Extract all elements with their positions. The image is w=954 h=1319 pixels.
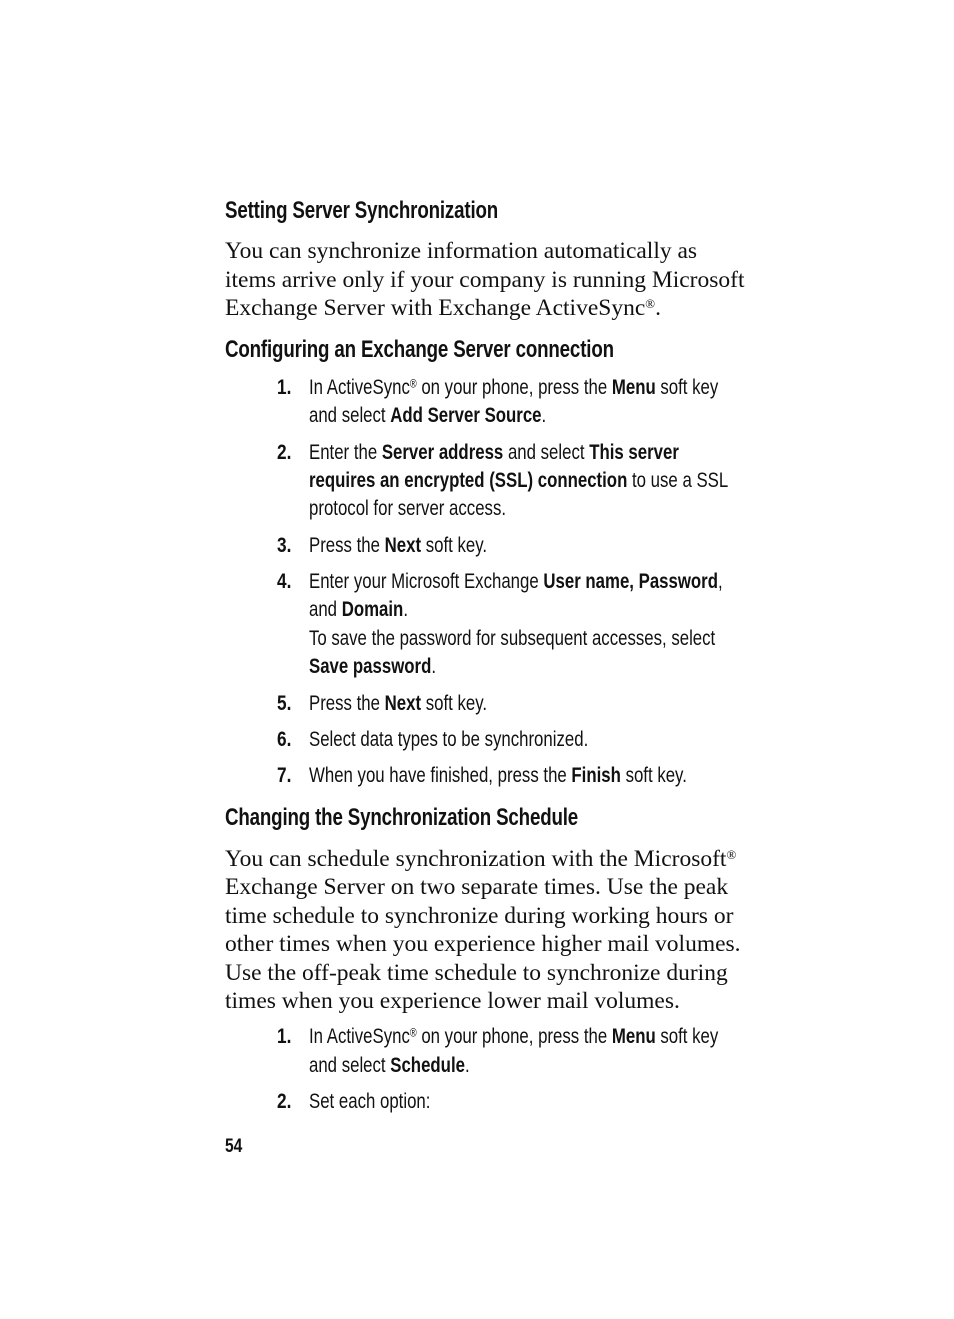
step-line [309,467,728,496]
paragraph-line [225,845,736,874]
page-number: 54 [225,1136,243,1157]
text: When you have finished, press the [309,764,572,787]
step-number: 2. [277,1090,292,1113]
text: In ActiveSync [309,376,410,399]
ui-term-add-server-source: Add Server Source [390,404,542,427]
section-heading-changing-schedule: Changing the Synchronization Schedule [225,804,579,831]
step-line [309,690,487,719]
text: to use a SSL [627,469,729,492]
text: on your phone, press the [416,1025,612,1048]
paragraph-line: other times when you experience higher mail volumes. [225,931,741,957]
text: To save the password for subsequent accesses, select [309,627,716,650]
step-line [309,1052,470,1081]
step-line [309,495,506,524]
paragraph-line: Exchange Server on two separate times. Use the peak [225,874,729,900]
text: . [403,598,408,621]
text: Press the [309,692,385,715]
ui-term-save-password: Save password [309,655,432,678]
step-number: 7. [277,764,292,787]
section-heading-setting-server-sync: Setting Server Synchronization [225,197,499,224]
ui-term-menu: Menu [611,376,656,399]
text: Enter the [309,441,382,464]
step-number: 1. [277,376,292,399]
step-line [309,568,723,597]
step-number: 1. [277,1025,292,1048]
text: You can schedule synchronization with the Microsoft [225,846,727,872]
text: Enter your Microsoft Exchange [309,570,544,593]
text: Set each option: [309,1090,431,1113]
section-heading-configuring-exchange: Configuring an Exchange Server connection [225,336,614,363]
text: and select [503,441,590,464]
text: Exchange Server with Exchange ActiveSync [225,295,646,321]
step-line [309,402,546,431]
step-number: 2. [277,441,292,464]
text: soft key. [421,534,488,557]
ui-term-next: Next [384,692,422,715]
step-line [309,625,715,654]
step-line [309,726,588,755]
text: Press the [309,534,385,557]
paragraph-line [225,294,661,323]
ui-term-this-server: This server [589,441,679,464]
step-line [309,439,679,468]
ui-term-server-address: Server address [381,441,504,464]
text: . [464,1054,470,1077]
text: soft key [655,376,719,399]
text: and select [309,404,391,427]
text: soft key. [620,764,687,787]
ui-term-schedule: Schedule [390,1054,465,1077]
ui-term-menu: Menu [611,1025,656,1048]
text: protocol for server access. [309,497,507,520]
text: soft key [655,1025,719,1048]
text: , [717,570,723,593]
step-number: 4. [277,570,292,593]
text: Select data types to be synchronized. [309,728,589,751]
text: . [541,404,547,427]
text: and select [309,1054,391,1077]
registered-mark: ® [409,378,417,391]
text: In ActiveSync [309,1025,410,1048]
paragraph-line: Use the off-peak time schedule to synchronize during [225,960,728,986]
paragraph-line: time schedule to synchronize during working hours or [225,903,734,929]
ui-term-ssl-connection: requires an encrypted (SSL) connection [309,469,628,492]
step-number: 3. [277,534,292,557]
registered-mark: ® [645,295,656,311]
text: . [655,295,661,321]
ui-term-domain: Domain [341,598,404,621]
step-line [309,653,436,682]
paragraph-line: items arrive only if your company is running Microsoft [225,267,745,293]
step-number: 5. [277,692,292,715]
step-line [309,532,487,561]
step-line [309,1088,430,1117]
registered-mark: ® [409,1027,417,1040]
paragraph-line: times when you experience lower mail volumes. [225,988,680,1014]
text: soft key. [421,692,488,715]
paragraph-line: You can synchronize information automatically as [225,238,698,264]
text: . [431,655,436,678]
text: on your phone, press the [416,376,612,399]
step-line [309,1023,718,1052]
step-line [309,374,718,403]
text: and [309,598,342,621]
step-number: 6. [277,728,292,751]
step-line [309,596,408,625]
ui-term-finish: Finish [571,764,621,787]
registered-mark: ® [726,846,737,862]
ui-term-user-name-password: User name, Password [543,570,718,593]
ui-term-next: Next [384,534,422,557]
step-line [309,762,687,791]
